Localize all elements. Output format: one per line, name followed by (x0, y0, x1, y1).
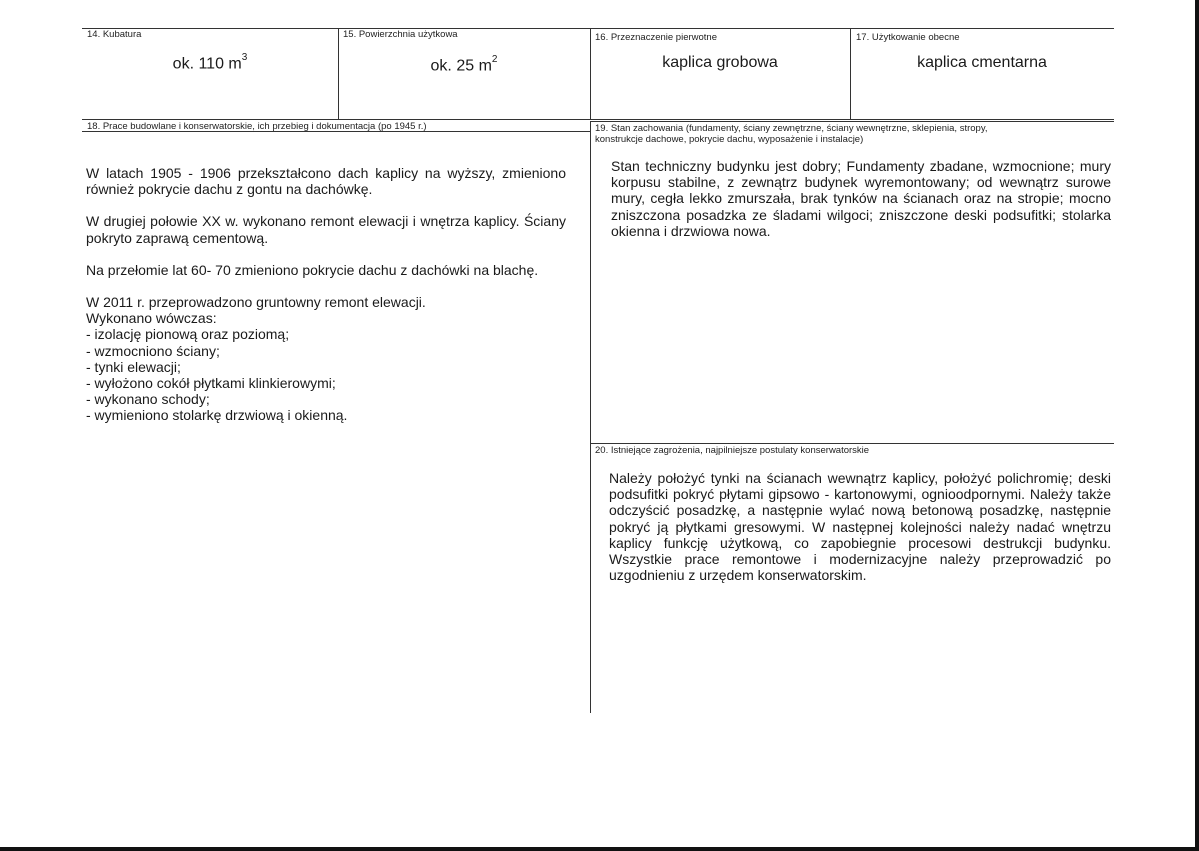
field18-paragraph-4-line-1: W 2011 r. przeprowadzono gruntowny remont elewacji. (86, 294, 426, 311)
field16-value: kaplica grobowa (662, 54, 778, 71)
field19-label: 19. Stan zachowania (fundamenty, ściany zewnętrzne, ściany wewnętrzne, sklepienia, stropy, konstrukcje dachowe, pokrycie dachu, wyposażenie i instalacje) (595, 123, 988, 145)
field15-value (338, 52, 590, 76)
field18-list-item: - wymieniono stolarkę drzwiową i okienną. (86, 407, 348, 424)
field14-label: 14. Kubatura (87, 29, 142, 40)
field17-value: kaplica cmentarna (917, 54, 1047, 71)
field18-list-item: - wykonano schody; (86, 391, 210, 408)
field15-unit-sup: 2 (491, 54, 498, 65)
divider-15-16 (590, 28, 591, 120)
field14-value-text: ok. 110 m (172, 55, 242, 73)
field16-label: 16. Przeznaczenie pierwotne (595, 32, 717, 43)
field20-text: Należy położyć tynki na ścianach wewnątrz kaplicy, położyć polichromię; deski podsufitki pokryć płytami gipsowo - kartonowymi, ognioodpornymi. Należy także odczyścić posadzkę, a następnie wylać nową betonową posadzkę, następnie pokryć ją płytkami gresowymi. W następnej kolejności należy nadać wnętrzu kaplicy funkcję użytkową, co zapobiegnie procesowi destrukcji budynku. Wszystkie prace remontowe i modernizacyjne należy przeprowadzić po uzgodnieniu z urzędem konserwatorskim. (609, 470, 1111, 584)
field20-label: 20. Istniejące zagrożenia, najpilniejsze postulaty konserwatorskie (595, 445, 870, 456)
field17-label: 17. Użytkowanie obecne (856, 32, 960, 43)
field18-paragraph-4-line-2: Wykonano wówczas: (86, 310, 217, 327)
field18-list-item: - wzmocniono ściany; (86, 342, 220, 359)
field18-paragraph-2: W drugiej połowie XX w. wykonano remont elewacji i wnętrza kaplicy. Ściany pokryto zaprawą cementową. (86, 213, 566, 246)
top-row-bottom-border (82, 119, 1114, 120)
section20-top-border (590, 443, 1114, 444)
top-row-top-border (82, 28, 1114, 29)
scan-edge-right (1195, 0, 1199, 851)
field15-label: 15. Powierzchnia użytkowa (343, 29, 458, 40)
field14-value (82, 50, 338, 74)
field18-label: 18. Prace budowlane i konserwatorskie, ich przebieg i dokumentacja (po 1945 r.) (87, 121, 427, 132)
field18-list-item: - izolację pionową oraz poziomą; (86, 326, 290, 343)
scan-edge-bottom (0, 847, 1199, 851)
field18-list-item: - tynki elewacji; (86, 358, 181, 375)
field18-body (86, 165, 566, 424)
field18-list-item: - wyłożono cokół płytkami klinkierowymi; (86, 375, 336, 392)
divider-16-17 (850, 28, 851, 120)
field14-unit-sup: 3 (241, 52, 248, 63)
main-vertical-divider (590, 121, 591, 713)
field18-paragraph-1: W latach 1905 - 1906 przekształcono dach kaplicy na wyższy, zmieniono również pokrycie dachu z gontu na dachówkę. (86, 165, 566, 198)
section19-top-border (590, 121, 1114, 122)
field18-paragraph-3: Na przełomie lat 60- 70 zmieniono pokrycie dachu z dachówki na blachę. (86, 261, 539, 278)
field15-value-text: ok. 25 m (430, 57, 492, 75)
field19-text: Stan techniczny budynku jest dobry; Fundamenty zbadane, wzmocnione; mury korpusu stabilne, z zewnątrz budynek wyremontowany; od wewnątrz surowe mury, cegła lekko zmurszała, brak tynków na ścianach oraz na stropie; mocno zniszczona posadzka ze śladami wilgoci; zniszczone deski podsufitki; stolarka okienna i drzwiowa nowa. (611, 158, 1111, 239)
